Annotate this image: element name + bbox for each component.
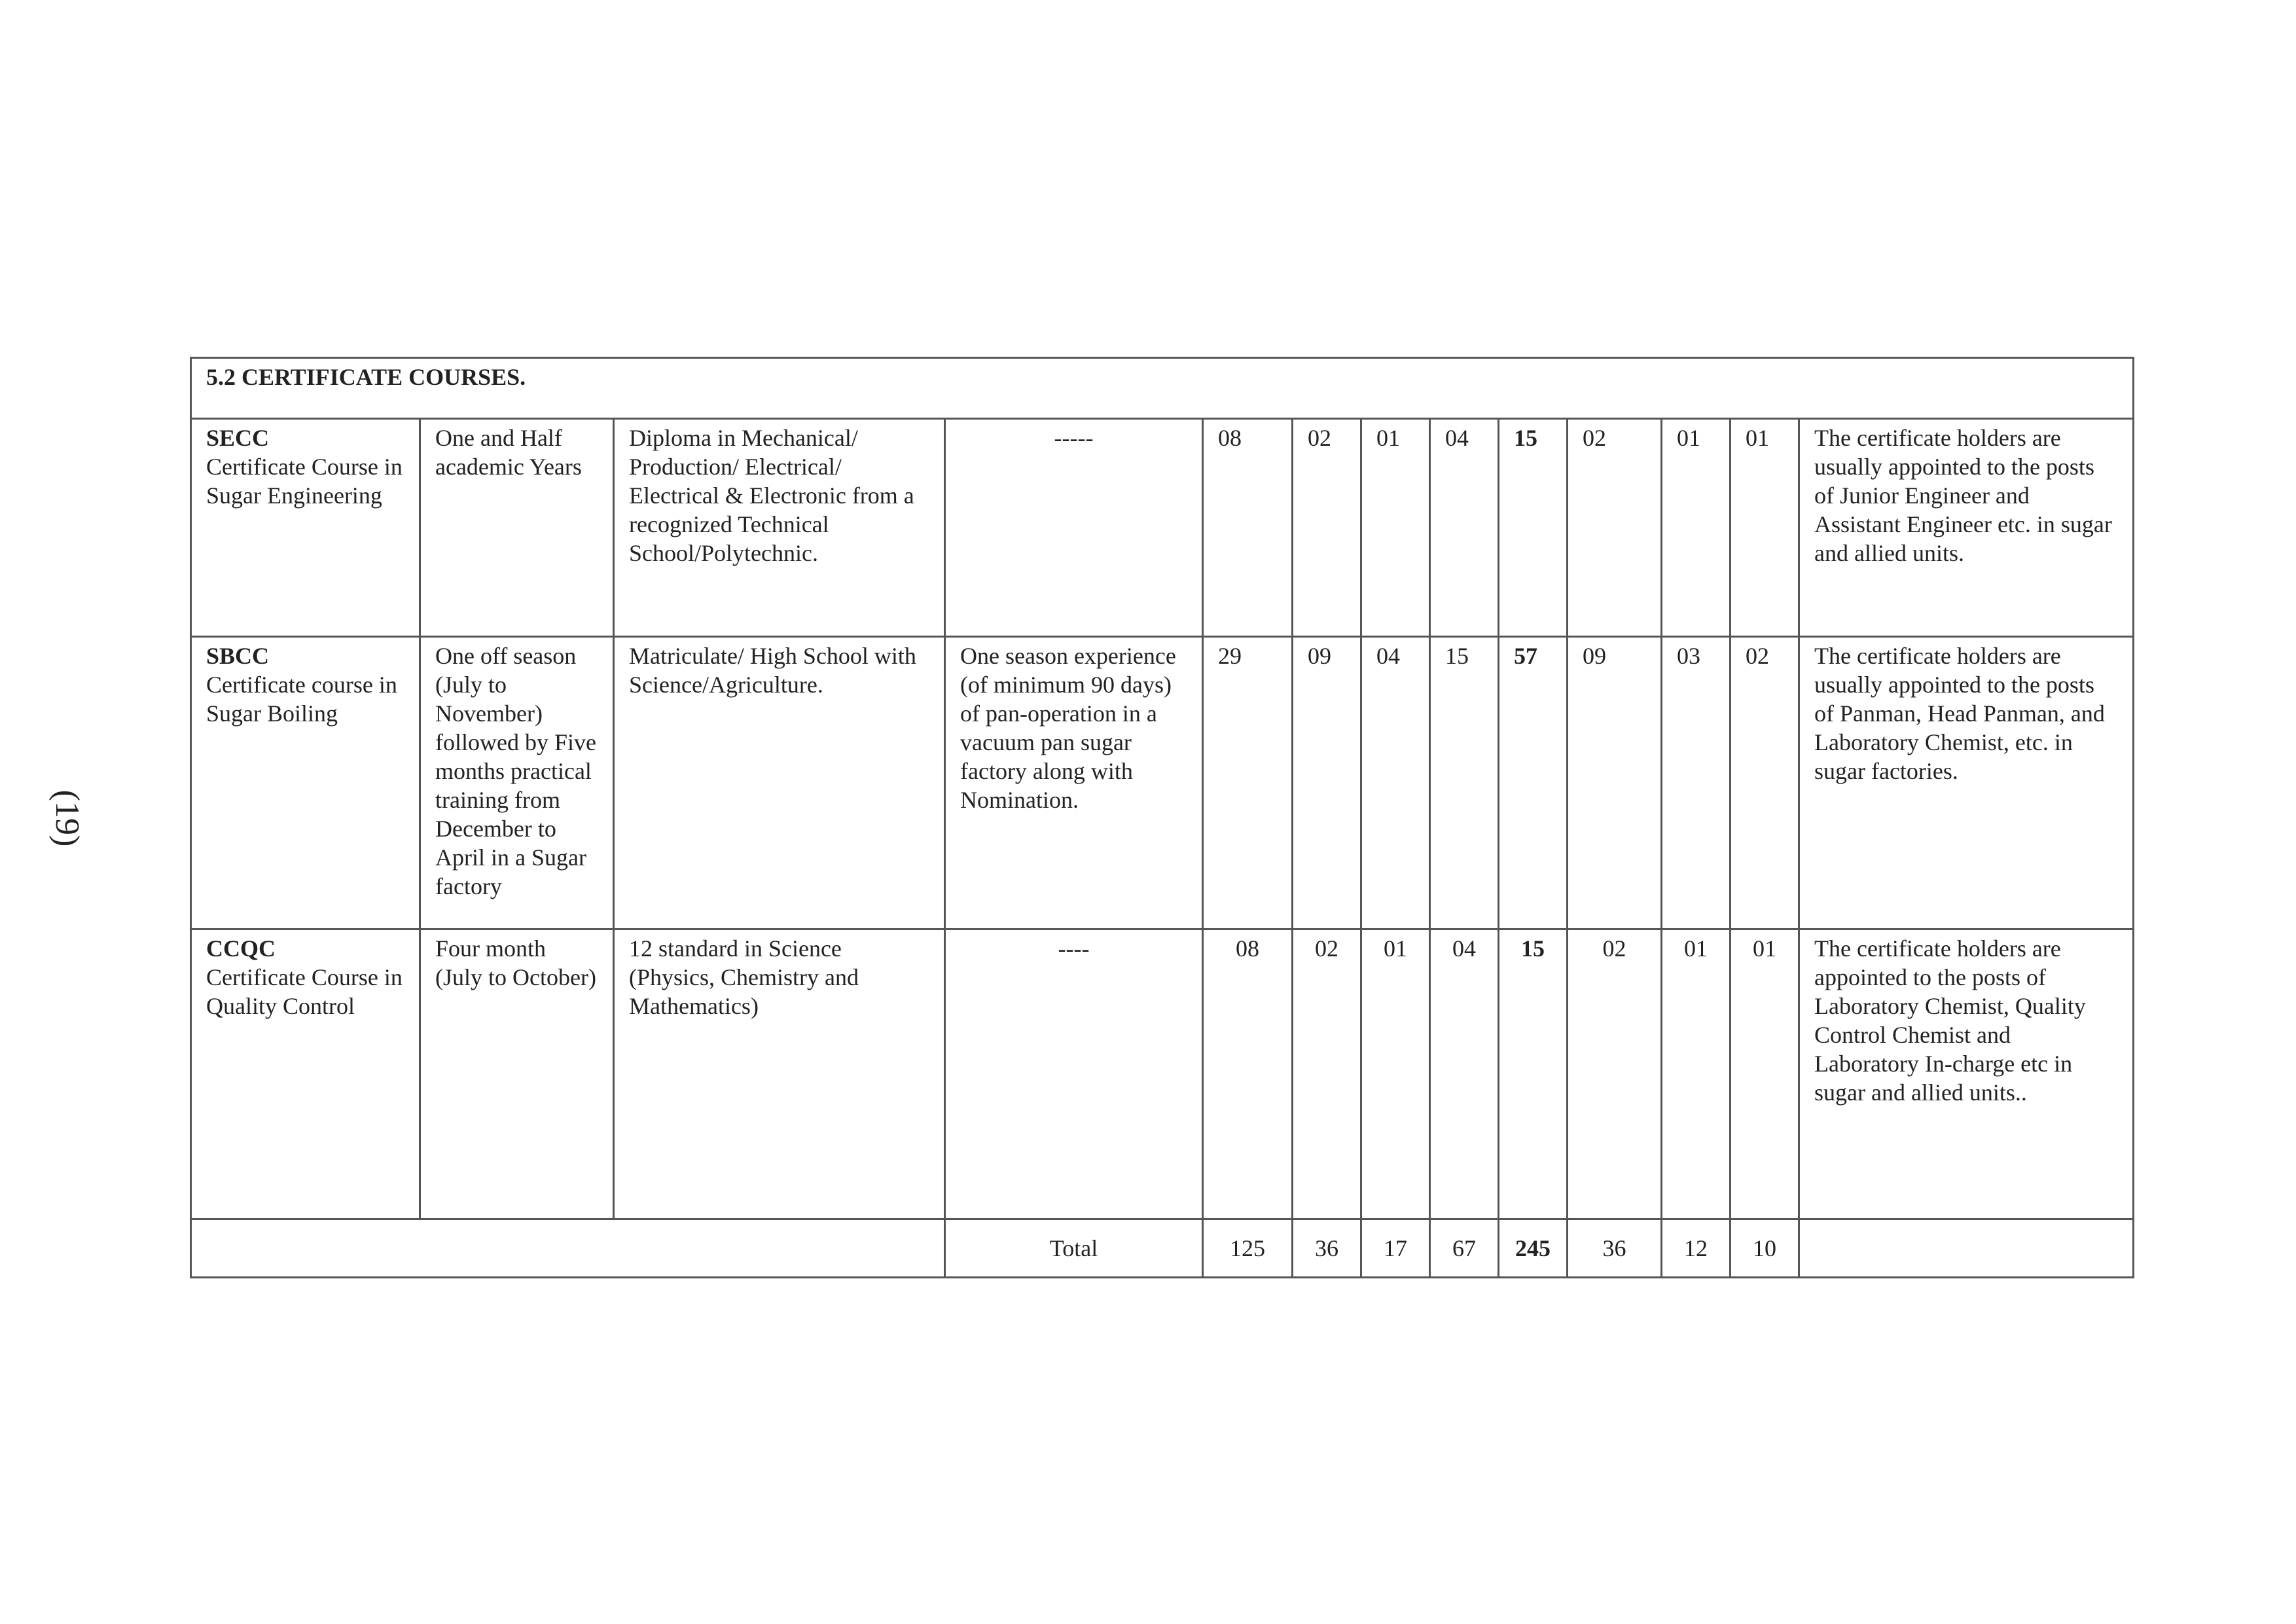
seat-cell: 02 [1293,929,1361,1219]
seat-cell: 08 [1203,929,1293,1219]
seat-cell: 09 [1293,637,1361,929]
course-name: Certificate Course in Quality Control [206,964,403,1019]
seat-cell: 04 [1361,637,1430,929]
grand-total-value: 245 [1499,1219,1568,1278]
duration-cell: One off season (July to November) followed by Five months practical training from December to April in a Sugar factory [420,637,614,929]
seat-cell: 04 [1430,419,1499,637]
seat-cell: 02 [1568,929,1662,1219]
course-cell [191,419,420,637]
experience-cell: One season experience (of minimum 90 days) of pan-operation in a vacuum pan sugar factory along with Nomination. [945,637,1203,929]
experience-cell: ---- [945,929,1203,1219]
course-cell [191,637,420,929]
page-number: (19) [48,789,86,847]
career-cell: The certificate holders are usually appointed to the posts of Junior Engineer and Assistant Engineer etc. in sugar and allied units. [1799,419,2134,637]
seat-cell: 03 [1662,637,1731,929]
section-title: 5.2 CERTIFICATE COURSES. [191,358,2134,419]
seat-cell: 01 [1361,929,1430,1219]
total-value: 36 [1568,1219,1662,1278]
course-cell [191,929,420,1219]
seat-cell: 09 [1568,637,1662,929]
total-row [191,1219,2134,1278]
total-value: 17 [1361,1219,1430,1278]
course-code: SBCC [206,643,270,669]
total-blank-cell [1799,1219,2134,1278]
seat-cell: 02 [1731,637,1799,929]
career-cell: The certificate holders are appointed to the posts of Laboratory Chemist, Quality Control Chemist and Laboratory In-charge etc in sugar and allied units.. [1799,929,2134,1219]
certificate-courses-table [190,357,2134,1278]
total-value: 12 [1662,1219,1731,1278]
course-code: SECC [206,425,270,451]
seat-cell: 02 [1568,419,1662,637]
total-label: Total [945,1219,1203,1278]
course-name: Certificate course in Sugar Boiling [206,672,397,727]
seat-cell: 01 [1731,929,1799,1219]
qualification-cell: Diploma in Mechanical/ Production/ Electrical/ Electrical & Electronic from a recognized Technical School/Polytechnic. [614,419,945,637]
seat-total-cell: 57 [1499,637,1568,929]
seat-total-cell: 15 [1499,929,1568,1219]
total-blank-cell [191,1219,945,1278]
experience-cell: ----- [945,419,1203,637]
duration-cell: Four month (July to October) [420,929,614,1219]
seat-cell: 02 [1293,419,1361,637]
seat-cell: 01 [1361,419,1430,637]
course-code: CCQC [206,935,276,962]
qualification-cell: 12 standard in Science (Physics, Chemistry and Mathematics) [614,929,945,1219]
total-value: 10 [1731,1219,1799,1278]
total-value: 36 [1293,1219,1361,1278]
seat-cell: 08 [1203,419,1293,637]
seat-cell: 01 [1662,929,1731,1219]
seat-cell: 01 [1731,419,1799,637]
course-name: Certificate Course in Sugar Engineering [206,454,403,509]
career-cell: The certificate holders are usually appointed to the posts of Panman, Head Panman, and Laboratory Chemist, etc. in sugar factories. [1799,637,2134,929]
seat-cell: 29 [1203,637,1293,929]
seat-cell: 01 [1662,419,1731,637]
qualification-cell: Matriculate/ High School with Science/Agriculture. [614,637,945,929]
seat-total-cell: 15 [1499,419,1568,637]
table-row [191,637,2134,929]
seat-cell: 04 [1430,929,1499,1219]
total-value: 125 [1203,1219,1293,1278]
total-value: 67 [1430,1219,1499,1278]
table-row [191,929,2134,1219]
duration-cell: One and Half academic Years [420,419,614,637]
table-row [191,419,2134,637]
seat-cell: 15 [1430,637,1499,929]
